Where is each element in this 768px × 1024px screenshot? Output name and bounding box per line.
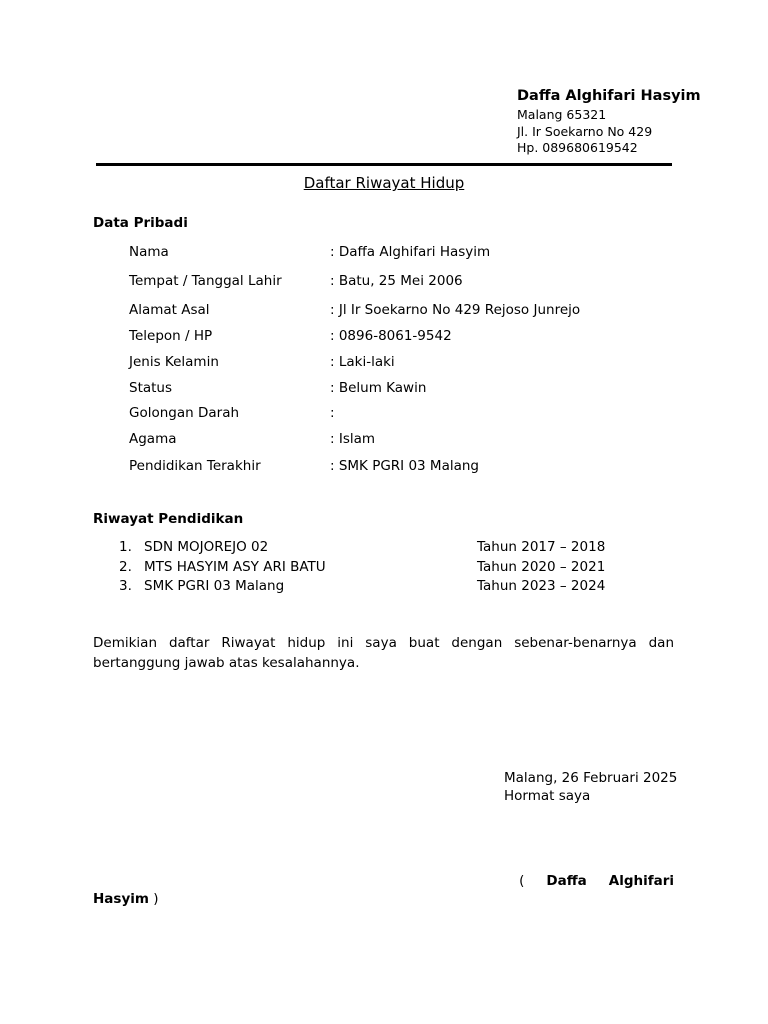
education-item-number: 2. <box>119 559 132 575</box>
personal-value-ttl: : Batu, 25 Mei 2006 <box>330 273 463 289</box>
education-item-year: Tahun 2017 – 2018 <box>477 539 606 555</box>
personal-label-agama: Agama <box>129 431 177 447</box>
header-divider <box>96 163 672 166</box>
personal-label-telepon: Telepon / HP <box>129 328 213 344</box>
signature-name-part1: Daffa <box>546 873 587 889</box>
closing-statement: Demikian daftar Riwayat hidup ini saya buat dengan sebenar-benarnya dan bertanggung jawab atas kesalahannya. <box>93 635 674 671</box>
document-title: Daftar Riwayat Hidup <box>303 174 465 192</box>
personal-label-kelamin: Jenis Kelamin <box>129 354 219 370</box>
education-item-year: Tahun 2020 – 2021 <box>477 559 606 575</box>
education-item-year: Tahun 2023 – 2024 <box>477 578 606 594</box>
personal-label-ttl: Tempat / Tanggal Lahir <box>129 273 282 289</box>
personal-value-nama: : Daffa Alghifari Hasyim <box>330 244 491 260</box>
signature-name-part2: Alghifari <box>608 873 674 889</box>
signature-open-paren: ( <box>519 873 525 889</box>
personal-label-status: Status <box>129 380 173 396</box>
signature-close-paren: ) <box>148 891 159 907</box>
personal-value-golongan: : <box>330 405 335 421</box>
personal-label-nama: Nama <box>129 244 169 260</box>
personal-heading: Data Pribadi <box>93 215 188 231</box>
personal-value-pendidikan: : SMK PGRI 03 Malang <box>330 458 479 474</box>
personal-value-telepon: : 0896-8061-9542 <box>330 328 452 344</box>
education-heading: Riwayat Pendidikan <box>93 511 244 527</box>
personal-label-alamat: Alamat Asal <box>129 302 210 318</box>
personal-label-pendidikan: Pendidikan Terakhir <box>129 458 261 474</box>
education-item-school: SMK PGRI 03 Malang <box>144 578 285 594</box>
personal-value-status: : Belum Kawin <box>330 380 427 396</box>
header-city: Malang 65321 <box>517 107 607 122</box>
header-phone: Hp. 089680619542 <box>517 140 638 155</box>
personal-value-kelamin: : Laki-laki <box>330 354 395 370</box>
signature-regards: Hormat saya <box>504 788 591 804</box>
personal-label-golongan: Golongan Darah <box>129 405 240 421</box>
signature-place-date: Malang, 26 Februari 2025 <box>504 770 678 786</box>
personal-value-alamat: : Jl Ir Soekarno No 429 Rejoso Junrejo <box>330 302 581 318</box>
education-item-number: 1. <box>119 539 132 555</box>
personal-value-agama: : Islam <box>330 431 376 447</box>
signature-name-block <box>93 873 674 907</box>
header-address: Jl. Ir Soekarno No 429 <box>517 124 653 139</box>
education-item-school: SDN MOJOREJO 02 <box>144 539 269 555</box>
education-item-number: 3. <box>119 578 132 594</box>
signature-name-part3: Hasyim <box>93 891 149 907</box>
header-name: Daffa Alghifari Hasyim <box>517 88 701 104</box>
education-item-school: MTS HASYIM ASY ARI BATU <box>144 559 326 575</box>
